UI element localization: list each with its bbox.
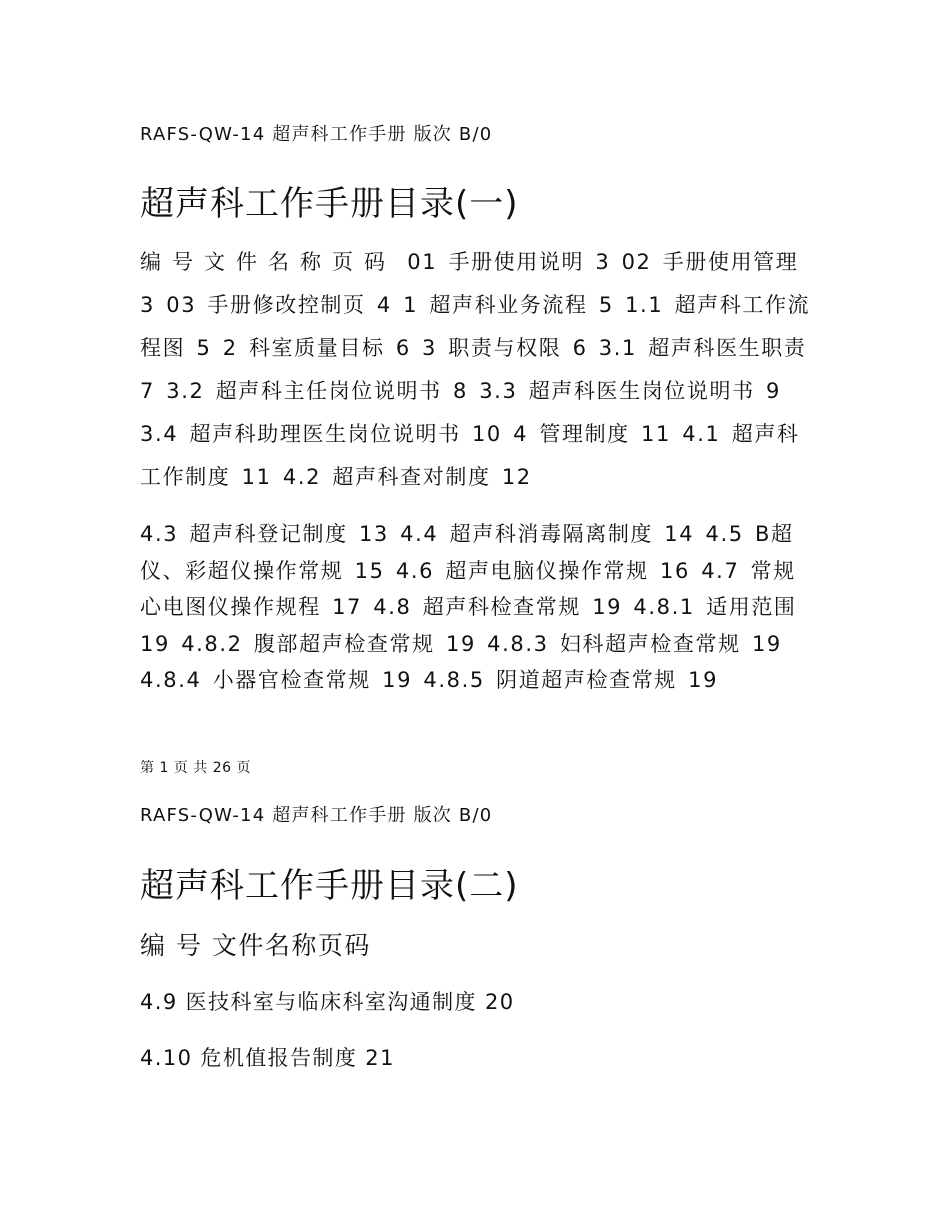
page-1-title: 超声科工作手册目录(一) [140,184,519,224]
toc-block-2 [140,516,812,699]
column-label-2: 编 号 文件名称页码 [140,931,371,960]
page-2-header: RAFS-QW-14 超声科工作手册 版次 B/0 [140,805,493,826]
toc-entry: 4.9 医技科室与临床科室沟通制度 20 [140,990,515,1014]
toc-text-1: 01 手册使用说明 3 02 手册使用管理 3 03 手册修改控制页 4 1 超声科业务流程 5 1.1 超声科工作流程图 5 2 科室质量目标 6 3 职责与权限 6 3.1 超声科医生职责 7 3.2 超声科主任岗位说明书 8 3.3 超声科医生岗位说明书 9 3.4 超声科助理医生岗位说明书 10 4 管理制度 11 4.1 超声科工作制度 11 4.2 超声科查对制度 12 [140,250,811,489]
column-label: 编号文件名称页码 [140,250,396,274]
page-2-title: 超声科工作手册目录(二) [140,866,519,906]
page-1-header: RAFS-QW-14 超声科工作手册 版次 B/0 [140,124,493,145]
toc-text-2: 4.3 超声科登记制度 13 4.4 超声科消毒隔离制度 14 4.5 B超仪、彩超仪操作常规 15 4.6 超声电脑仪操作常规 16 4.7 常规心电图仪操作规程 17 4.8 超声科检查常规 19 4.8.1 适用范围 19 4.8.2 腹部超声检查常规 19 4.8.3 妇科超声检查常规 19 4.8.4 小器官检查常规 19 4.8.5 阴道超声检查常规 19 [140,522,797,692]
toc-entry: 4.10 危机值报告制度 21 [140,1046,395,1070]
page-footer: 第 1 页 共 26 页 [140,760,251,776]
toc-block-1 [140,241,812,499]
